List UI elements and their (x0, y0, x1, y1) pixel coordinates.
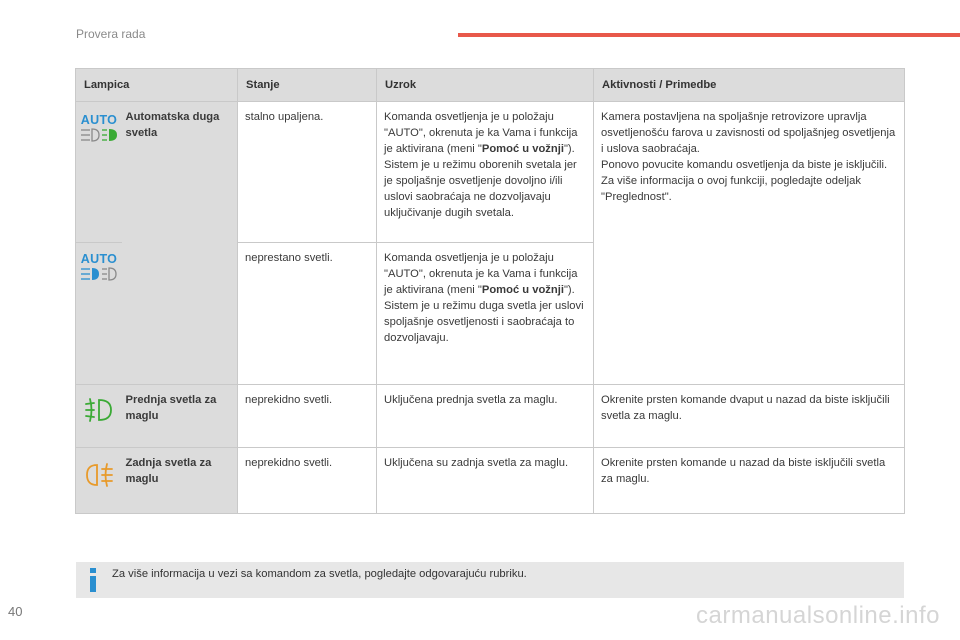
lamp-icon-cell (76, 243, 122, 385)
section-title: Provera rada (76, 27, 146, 41)
state-cell: neprekidno svetli. (238, 385, 377, 448)
state-cell: stalno upaljena. (238, 102, 377, 243)
lamp-name: Automatska duga svetla (122, 102, 238, 385)
column-header-uzrok: Uzrok (377, 69, 594, 102)
table-row (76, 448, 905, 514)
lamp-name: Prednja svetla za maglu (122, 385, 238, 448)
lamp-name: Zadnja svetla za maglu (122, 448, 238, 514)
cause-cell: Uključena su zadnja svetla za maglu. (377, 448, 594, 514)
info-icon (86, 567, 100, 593)
cause-cell: Komanda osvetljenja je u položaju "AUTO", okrenuta je ka Vama i funkcija je aktivirana (meni "Pomoć u vožnji"). Sistem je u režimu oborenih svetala jer je spoljašnje osvetljenje dovoljno i/ili uslovi saobraćaja ne dozvoljavaju uključivanje dugih svetala. (377, 102, 594, 243)
cause-cell: Komanda osvetljenja je u položaju "AUTO", okrenuta je ka Vama i funkcija je aktivirana (meni "Pomoć u vožnji"). Sistem je u režimu duga svetla jer uslovi spoljašnje osvetljenosti i saobraćaja to dozvoljavaju. (377, 243, 594, 385)
table-row (76, 385, 905, 448)
column-header-lampica: Lampica (76, 69, 238, 102)
warning-lights-table (75, 68, 905, 514)
table-row (76, 102, 905, 243)
column-header-stanje: Stanje (238, 69, 377, 102)
lamp-icon-cell (76, 385, 122, 448)
table-header-row (76, 69, 905, 102)
auto-high-beam-green-icon: AUTO (76, 114, 122, 148)
lamp-icon-cell (76, 448, 122, 514)
state-cell: neprestano svetli. (238, 243, 377, 385)
action-cell: Okrenite prsten komande u nazad da biste isključili svetla za maglu. (594, 448, 905, 514)
info-text: Za više informacija u vezi sa komandom za svetla, pogledajte odgovarajuću rubriku. (112, 568, 527, 580)
action-cell: Kamera postavljena na spoljašnje retrovizore upravlja osvetljenošću farova u zavisnosti od spoljašnjeg osvetljenja i uslova saobraćaja. Ponovo povucite komandu osvetljenja da biste je isključili. Za više informacija o ovoj funkciji, pogledajte odeljak "Preglednost". (594, 102, 905, 385)
lamp-icon-cell (76, 102, 122, 243)
rear-fog-lamp-icon (76, 462, 122, 493)
state-cell: neprekidno svetli. (238, 448, 377, 514)
watermark: carmanualsonline.info (696, 602, 940, 629)
page-number: 40 (8, 604, 23, 619)
front-fog-lamp-icon (76, 397, 122, 428)
action-cell: Okrenite prsten komande dvaput u nazad da biste isključili svetla za maglu. (594, 385, 905, 448)
info-box (76, 562, 904, 598)
auto-high-beam-blue-icon: AUTO (76, 253, 122, 287)
header-accent-bar (458, 33, 960, 37)
column-header-aktivnosti: Aktivnosti / Primedbe (594, 69, 905, 102)
cause-cell: Uključena prednja svetla za maglu. (377, 385, 594, 448)
